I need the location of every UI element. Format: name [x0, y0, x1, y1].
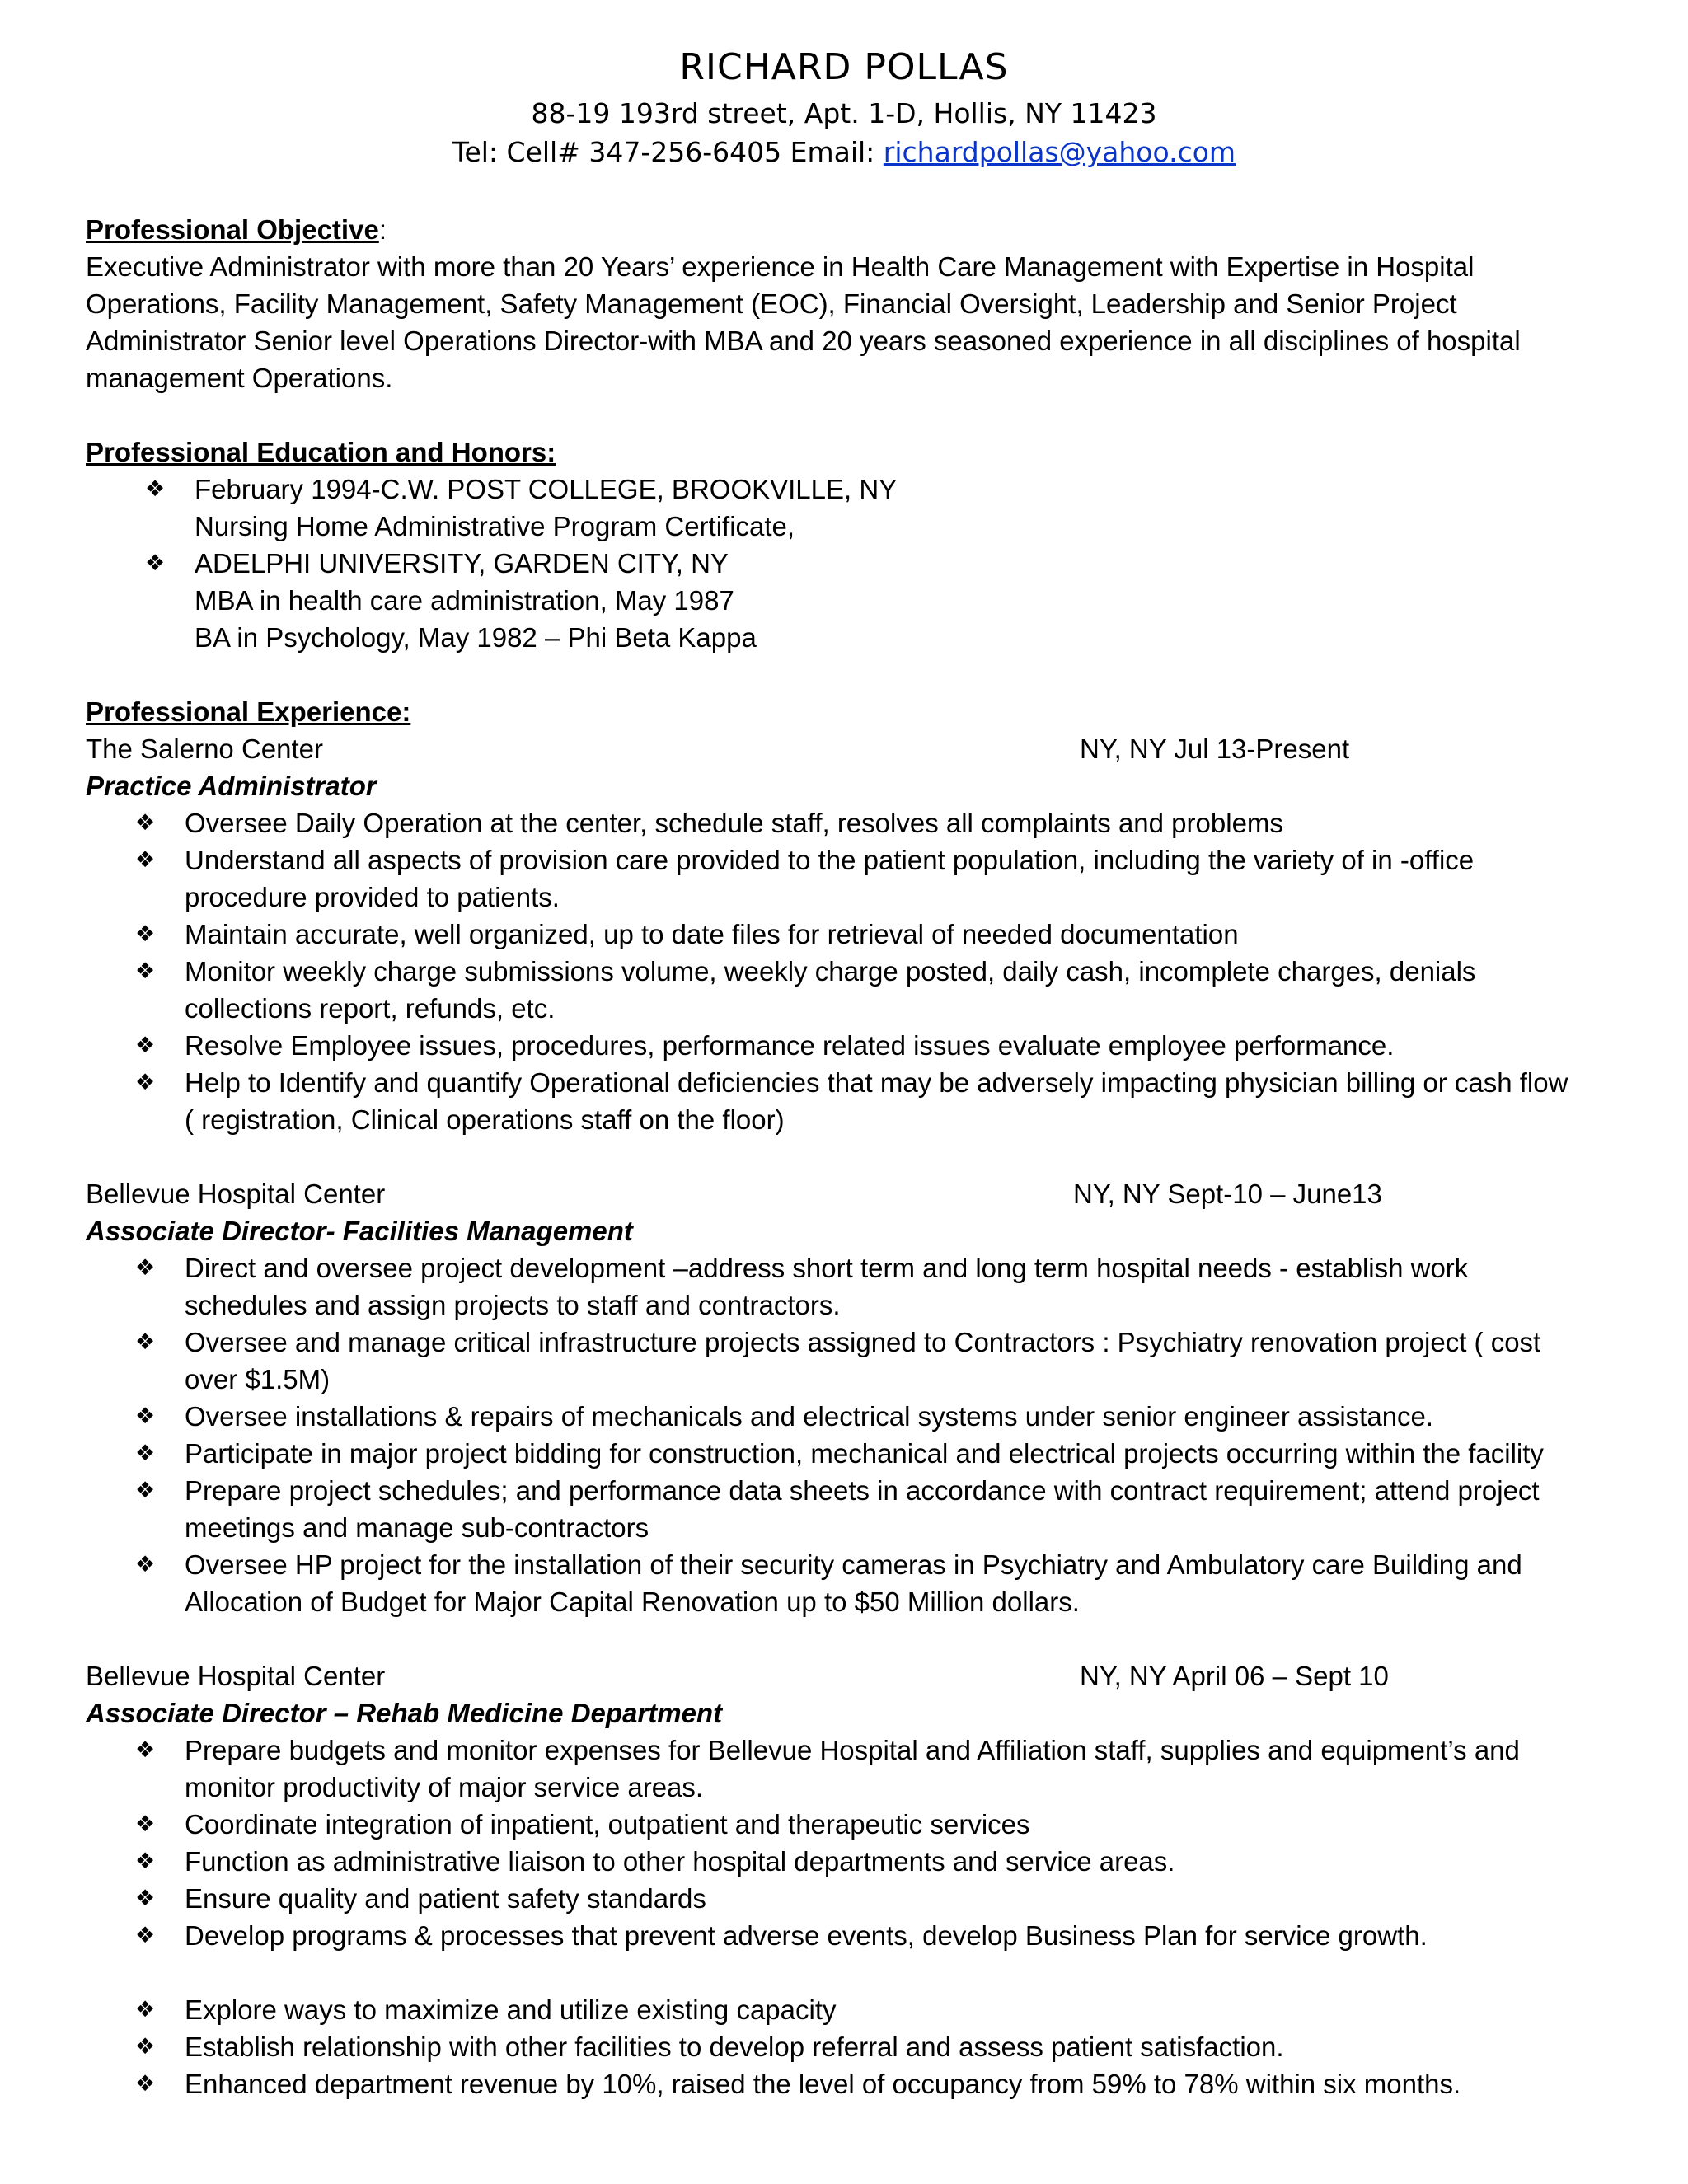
job-header [86, 1175, 1635, 1212]
contact-line [0, 133, 1688, 171]
duty-item [135, 1546, 1635, 1620]
candidate-name: RICHARD POLLAS [679, 46, 1009, 88]
education-school: ADELPHI UNIVERSITY, GARDEN CITY, NY [195, 548, 729, 579]
duty-item [135, 2028, 1635, 2065]
education-heading-text: Professional Education and Honors: [86, 437, 556, 467]
diamond-bullet-icon: ❖ [135, 1737, 156, 1763]
duty-line: Help to Identify and quantify Operational deficiencies that may be adversely impacting physician billing or cash flow [185, 1067, 1568, 1098]
duty-line: Monitor weekly charge submissions volume, weekly charge posted, daily cash, incomplete charges, denials [185, 956, 1476, 987]
duty-line: Coordinate integration of inpatient, outpatient and therapeutic services [185, 1809, 1030, 1840]
contact-phone-text: Tel: Cell# 347-256-6405 Email: [452, 136, 884, 168]
duty-line: Allocation of Budget for Major Capital Renovation up to $50 Million dollars. [185, 1586, 1080, 1617]
duty-line: Ensure quality and patient safety standards [185, 1883, 706, 1914]
diamond-bullet-icon: ❖ [135, 1441, 156, 1466]
diamond-bullet-icon: ❖ [135, 921, 156, 947]
education-item [145, 471, 1635, 508]
duty-item [135, 1249, 1635, 1324]
diamond-bullet-icon: ❖ [135, 1033, 156, 1058]
job-title: Practice Administrator [86, 771, 377, 801]
diamond-bullet-icon: ❖ [135, 958, 156, 984]
diamond-bullet-icon: ❖ [135, 1997, 156, 2022]
education-heading [86, 434, 1635, 471]
duty-line: Oversee HP project for the installation of their security cameras in Psychiatry and Ambulatory care Building and [185, 1549, 1522, 1580]
duty-item [135, 1732, 1635, 1806]
objective-line: management Operations. [86, 363, 393, 393]
diamond-bullet-icon: ❖ [145, 551, 166, 576]
diamond-bullet-icon: ❖ [135, 1329, 156, 1355]
resume-body [86, 211, 1635, 2102]
experience-heading-text: Professional Experience: [86, 696, 411, 727]
objective-heading-colon: : [378, 214, 387, 245]
diamond-bullet-icon: ❖ [135, 1923, 156, 1948]
job-location-dates: NY, NY April 06 – Sept 10 [1080, 1661, 1389, 1691]
duty-item [135, 1064, 1635, 1138]
duty-line: Establish relationship with other facilities to develop referral and assess patient satisfaction. [185, 2032, 1284, 2062]
experience-heading [86, 693, 1635, 730]
job-location-dates: NY, NY Jul 13-Present [1080, 733, 1350, 764]
duty-line: over $1.5M) [185, 1364, 331, 1394]
job-header [86, 1657, 1635, 1694]
duty-line: Participate in major project bidding for construction, mechanical and electrical projects occurring within the facility [185, 1438, 1544, 1469]
duty-line: Oversee Daily Operation at the center, schedule staff, resolves all complaints and problems [185, 808, 1283, 838]
duty-item [135, 1880, 1635, 1917]
duty-line: monitor productivity of major service areas. [185, 1772, 704, 1802]
duty-item [135, 841, 1635, 916]
objective-heading [86, 211, 1635, 248]
duty-line: meetings and manage sub-contractors [185, 1512, 649, 1543]
diamond-bullet-icon: ❖ [135, 1886, 156, 1911]
duty-line: schedules and assign projects to staff and contractors. [185, 1290, 841, 1320]
education-list [86, 545, 1635, 582]
job-duties-list [86, 1991, 1635, 2102]
job-title: Associate Director- Facilities Management [86, 1216, 633, 1246]
job-duties-list [86, 804, 1635, 1138]
duty-line: Function as administrative liaison to other hospital departments and service areas. [185, 1846, 1175, 1877]
diamond-bullet-icon: ❖ [135, 1404, 156, 1429]
resume-header [0, 41, 1688, 171]
duty-line: Oversee installations & repairs of mechanicals and electrical systems under senior engineer assistance. [185, 1401, 1434, 1432]
duty-item [135, 2065, 1635, 2102]
objective-line: Administrator Senior level Operations Director-with MBA and 20 years seasoned experience in all disciplines of hospital [86, 326, 1521, 356]
duty-item [135, 916, 1635, 953]
job-duties-list [86, 1249, 1635, 1620]
duty-line: Prepare budgets and monitor expenses for Bellevue Hospital and Affiliation staff, supplies and equipment’s and [185, 1735, 1520, 1765]
diamond-bullet-icon: ❖ [135, 1552, 156, 1577]
duty-line: Prepare project schedules; and performance data sheets in accordance with contract requirement; attend project [185, 1475, 1540, 1506]
education-school: February 1994-C.W. POST COLLEGE, BROOKVILLE, NY [195, 474, 898, 504]
job-employer: The Salerno Center [86, 733, 323, 764]
diamond-bullet-icon: ❖ [135, 1811, 156, 1837]
duty-line: Direct and oversee project development –address short term and long term hospital needs - establish work [185, 1253, 1469, 1283]
duty-line: Maintain accurate, well organized, up to date files for retrieval of needed documentation [185, 919, 1239, 949]
diamond-bullet-icon: ❖ [135, 2034, 156, 2060]
duty-line: procedure provided to patients. [185, 882, 560, 912]
duty-line: Enhanced department revenue by 10%, raised the level of occupancy from 59% to 78% within six months. [185, 2069, 1461, 2099]
job-header [86, 730, 1635, 767]
duty-line: Resolve Employee issues, procedures, performance related issues evaluate employee performance. [185, 1030, 1395, 1061]
objective-line: Operations, Facility Management, Safety Management (EOC), Financial Oversight, Leadership and Senior Project [86, 288, 1457, 319]
education-list [86, 471, 1635, 508]
education-detail: Nursing Home Administrative Program Certificate, [195, 511, 795, 541]
diamond-bullet-icon: ❖ [145, 476, 166, 502]
duty-item [135, 1917, 1635, 1954]
education-detail: MBA in health care administration, May 1987 [195, 585, 734, 616]
duty-item [135, 1027, 1635, 1064]
duty-item [135, 1806, 1635, 1843]
duty-item [135, 804, 1635, 841]
duty-item [135, 1324, 1635, 1398]
job-location-dates: NY, NY Sept-10 – June13 [1073, 1179, 1382, 1209]
diamond-bullet-icon: ❖ [135, 1255, 156, 1281]
duty-line: Develop programs & processes that prevent adverse events, develop Business Plan for service growth. [185, 1920, 1428, 1951]
objective-paragraph [86, 248, 1635, 396]
email-link[interactable]: richardpollas@yahoo.com [883, 136, 1236, 168]
duty-line: Oversee and manage critical infrastructure projects assigned to Contractors : Psychiatry renovation project ( cost [185, 1327, 1541, 1357]
job-employer: Bellevue Hospital Center [86, 1179, 386, 1209]
education-item [145, 545, 1635, 582]
objective-heading-text: Professional Objective [86, 214, 379, 245]
duty-item [135, 1843, 1635, 1880]
duty-item [135, 1991, 1635, 2028]
diamond-bullet-icon: ❖ [135, 1070, 156, 1095]
diamond-bullet-icon: ❖ [135, 810, 156, 836]
job-duties-list [86, 1732, 1635, 1954]
duty-line: Understand all aspects of provision care provided to the patient population, including the variety of in -office [185, 845, 1475, 875]
diamond-bullet-icon: ❖ [135, 2071, 156, 2097]
address-line: 88-19 193rd street, Apt. 1-D, Hollis, NY 11423 [531, 97, 1157, 129]
objective-line: Executive Administrator with more than 20 Years’ experience in Health Care Management with Expertise in Hospital [86, 251, 1475, 282]
duty-item [135, 953, 1635, 1027]
job-title: Associate Director – Rehab Medicine Department [86, 1698, 723, 1728]
duty-line: Explore ways to maximize and utilize existing capacity [185, 1994, 837, 2025]
diamond-bullet-icon: ❖ [135, 847, 156, 873]
diamond-bullet-icon: ❖ [135, 1849, 156, 1874]
duty-line: collections report, refunds, etc. [185, 993, 556, 1024]
duty-item [135, 1472, 1635, 1546]
diamond-bullet-icon: ❖ [135, 1478, 156, 1503]
duty-item [135, 1435, 1635, 1472]
education-detail: BA in Psychology, May 1982 – Phi Beta Kappa [195, 622, 757, 653]
job-employer: Bellevue Hospital Center [86, 1661, 386, 1691]
duty-item [135, 1398, 1635, 1435]
duty-line: ( registration, Clinical operations staff on the floor) [185, 1104, 785, 1135]
